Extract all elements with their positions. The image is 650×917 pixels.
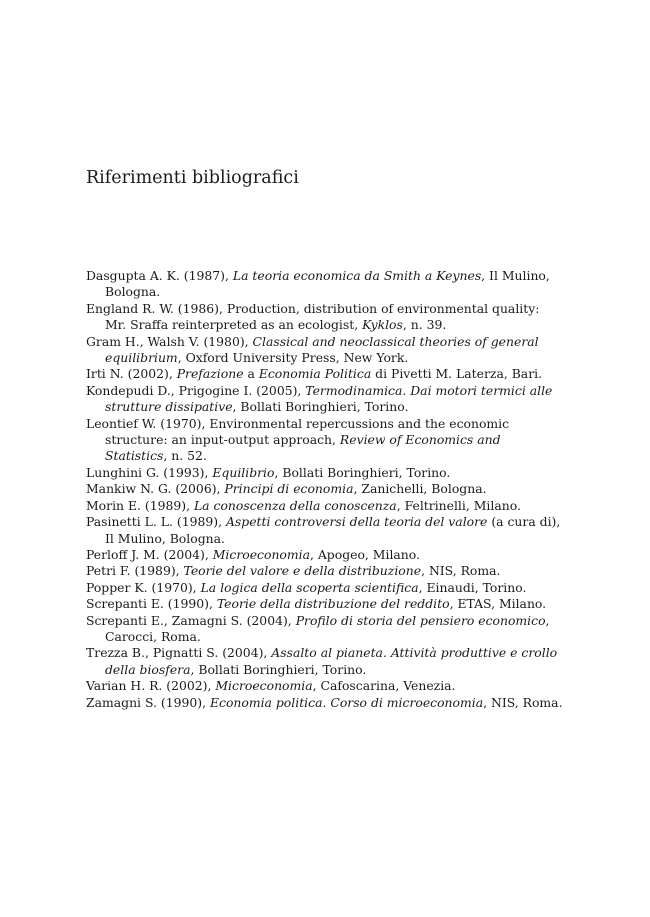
- reference-text: , n. 39.: [402, 317, 447, 333]
- reference-text: Mankiw N. G. (2006),: [86, 481, 225, 497]
- reference-item: [86, 645, 564, 678]
- reference-item: [86, 547, 564, 563]
- reference-title: La conoscenza della conoscenza: [193, 497, 397, 513]
- reference-text: (a cura di), Il Mulino, Bologna.: [105, 514, 561, 546]
- reference-text: Morin E. (1989),: [86, 497, 194, 513]
- reference-text: , NIS, Roma.: [483, 694, 563, 710]
- reference-text: , Il Mulino, Bologna.: [105, 268, 550, 300]
- reference-text: Popper K. (1970),: [86, 579, 201, 595]
- reference-item: [86, 498, 564, 514]
- reference-text: England R. W. (1986), Production, distribution of environmental quality: Mr. Sraffa reinterpreted as an ecologist,: [86, 300, 540, 333]
- reference-text: , Bollati Boringhieri, Torino.: [274, 464, 451, 480]
- reference-title: Assalto al pianeta. Attività produttive e crollo della biosfera: [105, 645, 558, 677]
- reference-title: Economia Politica: [258, 366, 372, 382]
- reference-title: Kyklos: [362, 317, 403, 333]
- reference-text: Zamagni S. (1990),: [86, 694, 210, 710]
- reference-text: Gram H., Walsh V. (1980),: [86, 333, 253, 349]
- reference-title: Economia politica. Corso di microeconomia: [209, 694, 484, 710]
- reference-text: Irti N. (2002),: [86, 366, 177, 382]
- reference-text: , Zanichelli, Bologna.: [353, 481, 487, 497]
- reference-title: Teorie del valore e della distribuzione: [183, 563, 422, 579]
- reference-title: Aspetti controversi della teoria del valore: [225, 514, 488, 530]
- reference-text: Varian H. R. (2002),: [86, 678, 216, 694]
- reference-list: [86, 268, 564, 711]
- reference-item: [86, 465, 564, 481]
- reference-text: Screpanti E., Zamagni S. (2004),: [86, 612, 296, 628]
- reference-title: Principi di economia: [224, 481, 354, 497]
- reference-item: [86, 613, 564, 646]
- reference-text: , Bollati Boringhieri, Torino.: [190, 661, 367, 677]
- reference-text: a: [243, 366, 259, 382]
- reference-item: [86, 695, 564, 711]
- reference-text: , NIS, Roma.: [421, 563, 501, 579]
- reference-title: Termodinamica. Dai motori termici alle strutture dissipative: [105, 382, 553, 415]
- reference-item: [86, 514, 564, 547]
- reference-title: Teorie della distribuzione del reddito: [216, 596, 450, 612]
- reference-item: [86, 678, 564, 694]
- page-title: Riferimenti bibliografici: [86, 168, 299, 188]
- reference-title: Review of Economics and Statistics: [105, 432, 501, 464]
- reference-item: [86, 301, 564, 334]
- reference-item: [86, 383, 564, 416]
- reference-item: [86, 268, 564, 301]
- reference-title: Classical and neoclassical theories of general equilibrium: [105, 333, 539, 366]
- reference-item: [86, 416, 564, 465]
- reference-title: Microeconomia: [212, 546, 310, 562]
- reference-title: Microeconomia: [215, 678, 313, 694]
- reference-text: Trezza B., Pignatti S. (2004),: [86, 645, 272, 661]
- reference-title: La teoria economica da Smith a Keynes: [232, 268, 482, 283]
- reference-text: , Oxford University Press, New York.: [177, 350, 409, 366]
- reference-text: Leontief W. (1970), Environmental repercussions and the economic structure: an input-output approach,: [86, 415, 510, 448]
- reference-title: Prefazione: [176, 366, 244, 382]
- reference-item: [86, 366, 564, 382]
- reference-text: Kondepudi D., Prigogine I. (2005),: [86, 382, 306, 398]
- reference-text: , Bollati Boringhieri, Torino.: [232, 399, 409, 415]
- reference-item: [86, 481, 564, 497]
- reference-item: [86, 580, 564, 596]
- reference-text: Pasinetti L. L. (1989),: [86, 514, 226, 530]
- reference-text: , ETAS, Milano.: [449, 596, 547, 612]
- reference-text: Screpanti E. (1990),: [86, 596, 217, 612]
- reference-text: Dasgupta A. K. (1987),: [86, 268, 233, 283]
- reference-text: , Cafoscarina, Venezia.: [312, 678, 456, 694]
- reference-text: , Carocci, Roma.: [105, 612, 550, 644]
- reference-text: Lunghini G. (1993),: [86, 464, 213, 480]
- reference-text: Petri F. (1989),: [86, 563, 184, 579]
- reference-text: , Feltrinelli, Milano.: [396, 497, 521, 513]
- reference-text: di Pivetti M. Laterza, Bari.: [371, 366, 543, 382]
- reference-text: , Apogeo, Milano.: [309, 546, 420, 562]
- reference-title: Equilibrio: [212, 464, 275, 480]
- reference-text: Perloff J. M. (2004),: [86, 546, 213, 562]
- reference-title: Profilo di storia del pensiero economico: [295, 612, 546, 628]
- reference-item: [86, 596, 564, 612]
- reference-title: La logica della scoperta scientifica: [200, 579, 419, 595]
- reference-text: , Einaudi, Torino.: [418, 579, 527, 595]
- reference-item: [86, 563, 564, 579]
- reference-text: , n. 52.: [163, 448, 207, 464]
- reference-item: [86, 334, 564, 367]
